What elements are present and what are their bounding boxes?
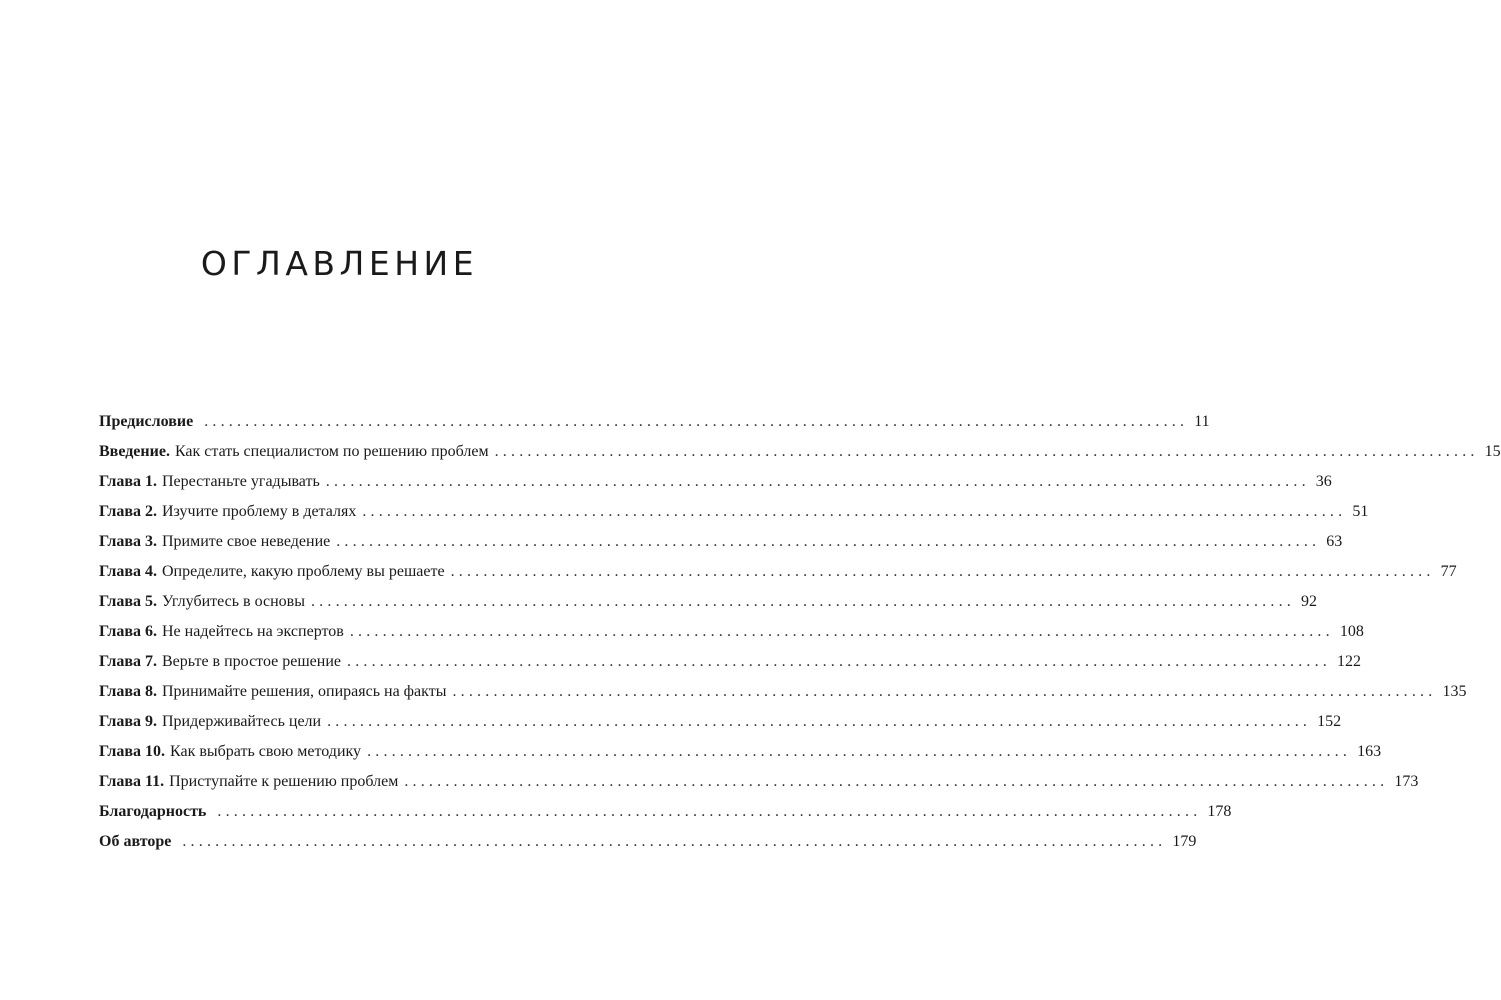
- toc-entry-title: Верьте в простое решение: [162, 653, 341, 670]
- page-title: ОГЛАВЛЕНИЕ: [200, 244, 479, 283]
- toc-entry-label: Глава 3.: [99, 533, 157, 550]
- toc-entry-label: Глава 9.: [99, 713, 157, 730]
- toc-entry-title: Придерживайтесь цели: [162, 713, 322, 730]
- leader-dots: ........................................................................................................................: [327, 713, 1312, 730]
- toc-entry[interactable]: [99, 827, 1197, 857]
- toc-entry-text: [99, 527, 330, 557]
- toc-entry[interactable]: [99, 677, 1467, 707]
- leader-dots: ........................................................................................................................: [349, 623, 1334, 640]
- toc-entry[interactable]: [99, 407, 1210, 437]
- toc-entry[interactable]: [99, 587, 1317, 617]
- leader-dots: ........................................................................................................................: [452, 683, 1437, 700]
- toc-entry-page: 163: [1357, 743, 1382, 760]
- toc-entry-title: Углубитесь в основы: [162, 593, 305, 610]
- toc-entry-page: 63: [1326, 533, 1343, 550]
- toc-entry-page: 179: [1172, 833, 1197, 850]
- leader-dots: ........................................................................................................................: [362, 503, 1347, 520]
- toc-entry-label: Глава 2.: [99, 503, 157, 520]
- toc-entry-page: 92: [1300, 593, 1317, 610]
- toc-entry-title: Приступайте к решению проблем: [169, 773, 399, 790]
- toc-entry-text: [99, 617, 344, 647]
- toc-entry-page: 152: [1317, 713, 1342, 730]
- leader-dots: ........................................................................................................................: [494, 443, 1479, 460]
- toc-entry-text: [99, 737, 361, 767]
- leader-dots: ........................................................................................................................: [310, 593, 1295, 610]
- toc-entry-text: [99, 677, 446, 707]
- toc-entry-label: Глава 1.: [99, 473, 157, 490]
- toc-entry-text: [99, 647, 341, 677]
- toc-entry-label: Введение.: [99, 443, 170, 460]
- toc-entry-text: [99, 767, 398, 797]
- toc-entry[interactable]: [99, 707, 1342, 737]
- leader-dots: ........................................................................................................................: [367, 743, 1352, 760]
- toc-entry[interactable]: [99, 767, 1419, 797]
- toc-entry-title: Принимайте решения, опираясь на факты: [162, 683, 447, 700]
- toc-entry-page: 36: [1315, 473, 1332, 490]
- toc-entry-text: [99, 557, 445, 587]
- toc-entry-label: Глава 7.: [99, 653, 157, 670]
- toc-entry-page: 173: [1394, 773, 1419, 790]
- toc-entry-label: Глава 10.: [99, 743, 165, 760]
- leader-dots: ........................................................................................................................: [217, 803, 1202, 820]
- toc-entry-page: 51: [1352, 503, 1369, 520]
- toc-entry[interactable]: [99, 647, 1361, 677]
- toc-entry[interactable]: [99, 617, 1364, 647]
- toc-entry[interactable]: [99, 557, 1457, 587]
- toc-entry[interactable]: [99, 467, 1332, 497]
- toc-entry-page: 77: [1440, 563, 1457, 580]
- toc-entry-label: Глава 11.: [99, 773, 165, 790]
- toc-entry-label: Глава 4.: [99, 563, 157, 580]
- toc-entry-text: [99, 437, 489, 467]
- toc-entry-text: [99, 467, 320, 497]
- toc-entry[interactable]: [99, 737, 1382, 767]
- leader-dots: ........................................................................................................................: [182, 833, 1167, 850]
- leader-dots: ........................................................................................................................: [336, 533, 1321, 550]
- toc-entry[interactable]: [99, 797, 1232, 827]
- toc-entry-title: Изучите проблему в деталях: [162, 503, 357, 520]
- table-of-contents: [99, 407, 1501, 857]
- toc-entry-label: Глава 5.: [99, 593, 157, 610]
- toc-entry-label: Благодарность: [99, 803, 207, 820]
- leader-dots: ........................................................................................................................: [204, 413, 1189, 430]
- toc-entry-label: Предисловие: [99, 413, 194, 430]
- toc-entry-text: [99, 827, 176, 857]
- leader-dots: ........................................................................................................................: [404, 773, 1389, 790]
- leader-dots: ........................................................................................................................: [450, 563, 1435, 580]
- leader-dots: ........................................................................................................................: [347, 653, 1331, 670]
- toc-entry-title: Определите, какую проблему вы решаете: [162, 563, 445, 580]
- toc-entry-label: Глава 8.: [99, 683, 157, 700]
- toc-entry-title: Перестаньте угадывать: [162, 473, 320, 490]
- toc-entry[interactable]: [99, 527, 1343, 557]
- toc-entry[interactable]: [99, 437, 1501, 467]
- toc-entry-title: Как выбрать свою методику: [170, 743, 362, 760]
- toc-entry-title: Как стать специалистом по решению проблем: [174, 443, 489, 460]
- toc-entry-text: [99, 497, 356, 527]
- toc-entry-label: Глава 6.: [99, 623, 157, 640]
- toc-entry-text: [99, 707, 321, 737]
- leader-dots: ........................................................................................................................: [325, 473, 1310, 490]
- toc-entry-text: [99, 587, 305, 617]
- toc-entry-label: Об авторе: [99, 833, 172, 850]
- toc-entry-page: 178: [1207, 803, 1232, 820]
- toc-entry-title: Не надейтесь на экспертов: [162, 623, 344, 640]
- toc-entry[interactable]: [99, 497, 1369, 527]
- toc-entry-page: 135: [1442, 683, 1467, 700]
- toc-entry-page: 122: [1337, 653, 1361, 670]
- toc-entry-page: 11: [1194, 413, 1210, 430]
- toc-entry-title: Примите свое неведение: [162, 533, 331, 550]
- toc-entry-page: 15: [1484, 443, 1501, 460]
- toc-entry-text: [99, 407, 198, 437]
- toc-entry-page: 108: [1339, 623, 1364, 640]
- toc-entry-text: [99, 797, 211, 827]
